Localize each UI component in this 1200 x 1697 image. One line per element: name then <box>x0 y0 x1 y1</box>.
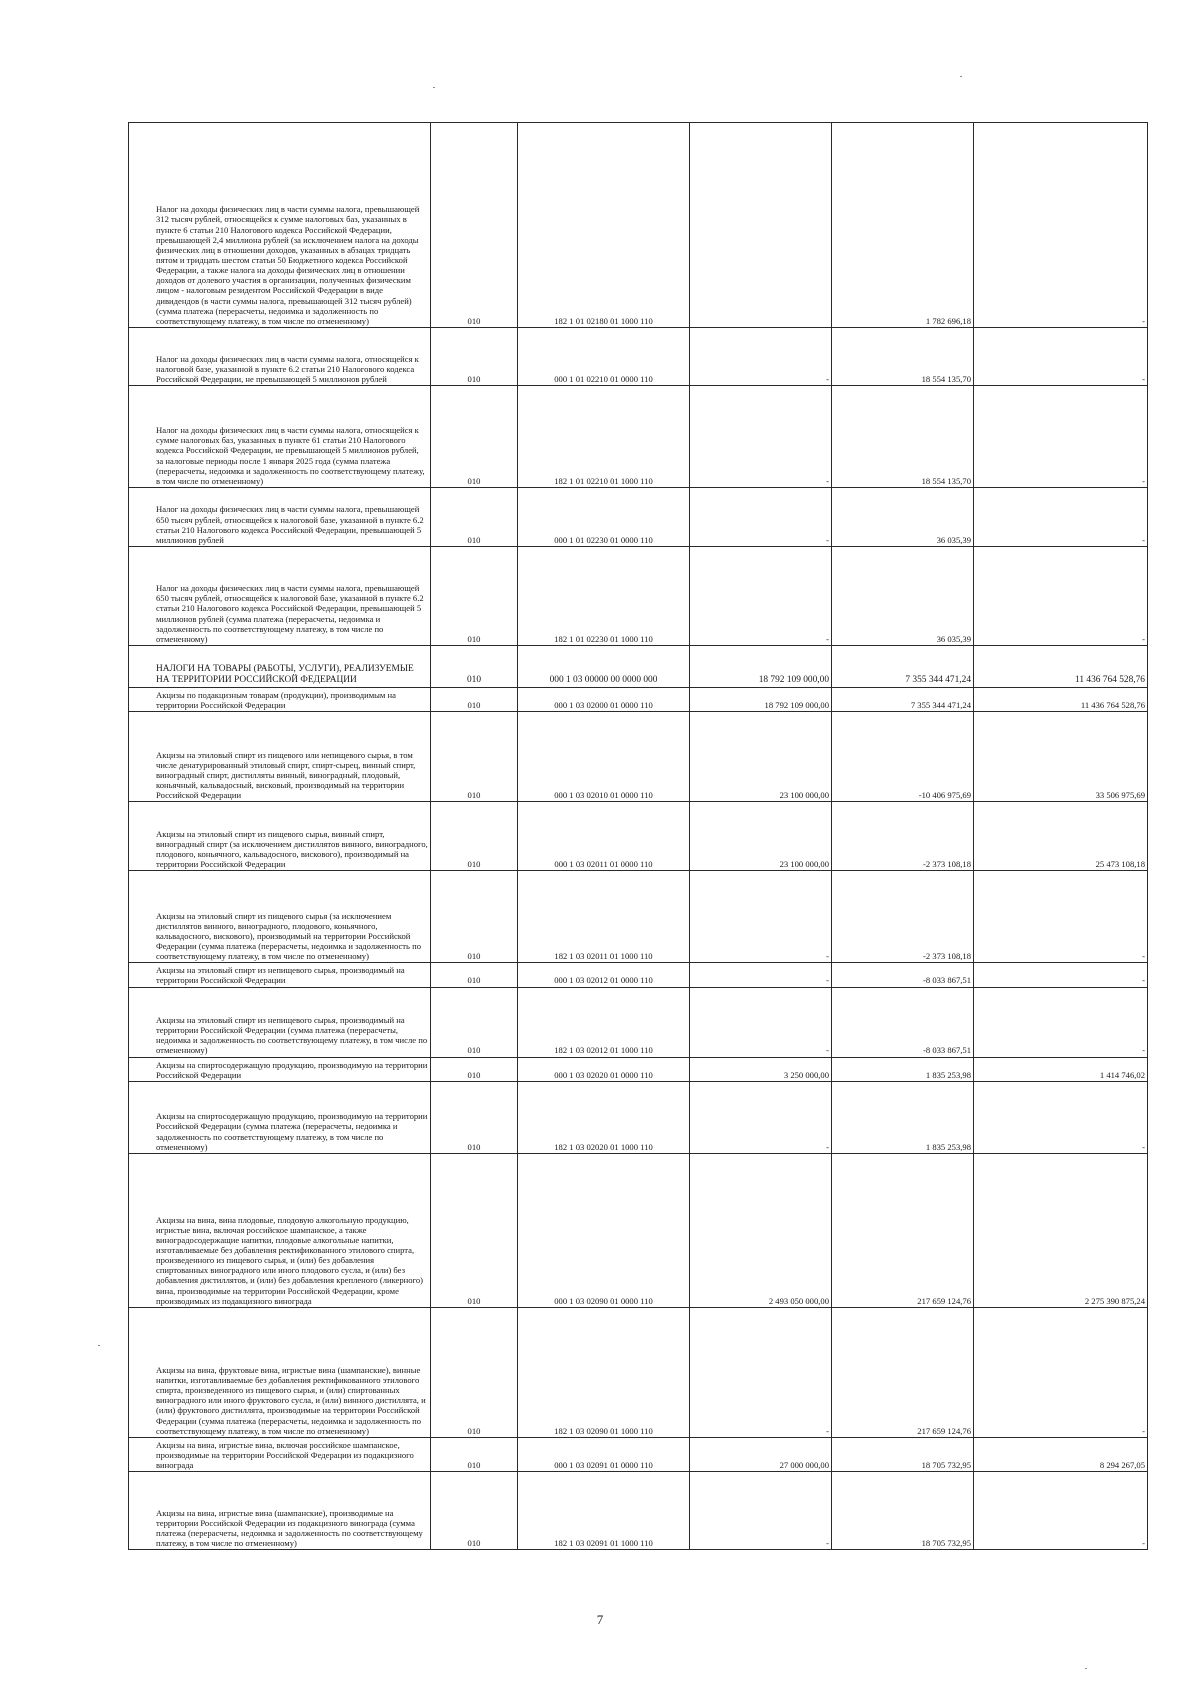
row-name-cell: Акцизы на спиртосодержащую продукцию, производимую на территории Российской Федерации <box>129 1057 431 1081</box>
row-name-cell: Акцизы на вина, вина плодовые, плодовую алкогольную продукцию, игристые вина, включая российское шампанское, а также виноградосодержащие напитки, плодовые алкогольные напитки, изготавливаемые без добавления ректификованного этилового спирта, произведенного из пищевого сырья, и (или) без добавления спиртованных виноградного или иного плодового сусла, и (или) без добавления дистиллятов, и (или) без добавления крепленого (ликерного) вина, производимые на территории Российской Федерации, кроме производимых из подакцизного винограда <box>129 1153 431 1307</box>
row-name-cell: Налог на доходы физических лиц в части суммы налога, превышающей 650 тысяч рублей, относящейся к налоговой базе, указанной в пункте 6.2 статьи 210 Налогового кодекса Российской Федерации, превышающей 5 миллионов рублей (сумма платежа (перерасчеты, недоимка и задолженность по соответствующему платежу, в том числе по отмененному) <box>129 547 431 646</box>
row-executed-cell: 1 835 253,98 <box>832 1081 974 1153</box>
table-row <box>129 488 1148 547</box>
table-row <box>129 688 1148 712</box>
row-unexecuted-cell: 33 506 975,69 <box>974 712 1148 802</box>
scan-speck <box>98 1345 100 1346</box>
row-name-cell: Акцизы на вина, фруктовые вина, игристые вина (шампанские), винные напитки, изготавливаемые без добавления ректификованного этилового спирта, произведенного из пищевого сырья, и (или) спиртованных виноградного или иного фруктового сусла, и (или) винного дистиллята, и (или) фруктового дистиллята, производимые на территории Российской Федерации (сумма платежа (перерасчеты, недоимка и задолженность по соответствующему платежу, в том числе по отмененному) <box>129 1307 431 1437</box>
row-approved-cell: 18 792 109 000,00 <box>690 646 832 688</box>
row-name-cell: Налог на доходы физических лиц в части суммы налога, превышающей 312 тысяч рублей, относящейся к сумме налоговых баз, указанных в пункте 6 статьи 210 Налогового кодекса Российской Федерации, превышающей 2,4 миллиона рублей (за исключением налога на доходы физических лиц в отношении доходов, указанных в абзацах тридцать пятом и тридцать шестом статьи 50 Бюджетного кодекса Российской Федерации, а также налога на доходы физических лиц в отношении доходов от долевого участия в организации, полученных физическим лицом - налоговым резидентом Российской Федерации в виде дивидендов (в части суммы налога, превышающей 312 тысяч рублей) (сумма платежа (перерасчеты, недоимка и задолженность по соответствующему платежу, в том числе по отмененному) <box>129 123 431 328</box>
row-line-code-cell: 010 <box>431 1307 518 1437</box>
row-line-code-cell: 010 <box>431 328 518 386</box>
table-row <box>129 547 1148 646</box>
row-approved-cell: - <box>690 1472 832 1550</box>
row-unexecuted-cell: - <box>974 328 1148 386</box>
row-name-cell: Акцизы на этиловый спирт из непищевого сырья, производимый на территории Российской Федерации <box>129 963 431 987</box>
row-approved-cell <box>690 123 832 328</box>
row-unexecuted-cell: - <box>974 386 1148 488</box>
table-body <box>129 123 1148 1550</box>
row-kbk-cell: 182 1 03 02011 01 1000 110 <box>518 871 690 963</box>
table-row <box>129 963 1148 987</box>
table-row <box>129 646 1148 688</box>
row-line-code-cell: 010 <box>431 386 518 488</box>
row-approved-cell: 23 100 000,00 <box>690 712 832 802</box>
table-row <box>129 1437 1148 1471</box>
row-approved-cell: - <box>690 987 832 1057</box>
row-unexecuted-cell: 2 275 390 875,24 <box>974 1153 1148 1307</box>
row-kbk-cell: 000 1 03 02010 01 0000 110 <box>518 712 690 802</box>
row-unexecuted-cell: - <box>974 1307 1148 1437</box>
row-kbk-cell: 182 1 03 02012 01 1000 110 <box>518 987 690 1057</box>
row-name-cell: Акцизы по подакцизным товарам (продукции), производимым на территории Российской Федерации <box>129 688 431 712</box>
row-approved-cell: 18 792 109 000,00 <box>690 688 832 712</box>
table-row <box>129 386 1148 488</box>
revenue-execution-table <box>128 122 1148 1550</box>
row-unexecuted-cell: - <box>974 963 1148 987</box>
table-row <box>129 802 1148 871</box>
row-executed-cell: 36 035,39 <box>832 547 974 646</box>
row-line-code-cell: 010 <box>431 1153 518 1307</box>
row-kbk-cell: 000 1 01 02230 01 0000 110 <box>518 488 690 547</box>
row-name-cell: Акцизы на спиртосодержащую продукцию, производимую на территории Российской Федерации (сумма платежа (перерасчеты, недоимка и задолженность по соответствующему платежу, в том числе по отмененному) <box>129 1081 431 1153</box>
row-executed-cell: 18 554 135,70 <box>832 328 974 386</box>
scan-speck <box>1085 1668 1087 1669</box>
row-line-code-cell: 010 <box>431 712 518 802</box>
table-row <box>129 1472 1148 1550</box>
row-line-code-cell: 010 <box>431 1081 518 1153</box>
row-kbk-cell: 182 1 03 02091 01 1000 110 <box>518 1472 690 1550</box>
row-unexecuted-cell: 1 414 746,02 <box>974 1057 1148 1081</box>
row-unexecuted-cell: 11 436 764 528,76 <box>974 646 1148 688</box>
row-kbk-cell: 000 1 03 02090 01 0000 110 <box>518 1153 690 1307</box>
row-kbk-cell: 000 1 03 02091 01 0000 110 <box>518 1437 690 1471</box>
row-line-code-cell: 010 <box>431 1437 518 1471</box>
row-kbk-cell: 182 1 01 02180 01 1000 110 <box>518 123 690 328</box>
row-approved-cell: - <box>690 547 832 646</box>
row-line-code-cell: 010 <box>431 1057 518 1081</box>
row-name-cell: Налог на доходы физических лиц в части суммы налога, относящейся к налоговой базе, указанной в пункте 6.2 статьи 210 Налогового кодекса Российской Федерации, не превышающей 5 миллионов рублей <box>129 328 431 386</box>
row-line-code-cell: 010 <box>431 123 518 328</box>
row-executed-cell: -8 033 867,51 <box>832 987 974 1057</box>
table-row <box>129 123 1148 328</box>
row-name-cell: Акцизы на этиловый спирт из пищевого сырья (за исключением дистиллятов винного, виноградного, плодового, коньячного, кальвадосного, вискового), производимый на территории Российской Федерации (сумма платежа (перерасчеты, недоимка и задолженность по соответствующему платежу, в том числе по отмененному) <box>129 871 431 963</box>
row-kbk-cell: 182 1 03 02090 01 1000 110 <box>518 1307 690 1437</box>
row-unexecuted-cell: - <box>974 123 1148 328</box>
row-line-code-cell: 010 <box>431 488 518 547</box>
row-executed-cell: 217 659 124,76 <box>832 1153 974 1307</box>
row-kbk-cell: 000 1 03 00000 00 0000 000 <box>518 646 690 688</box>
row-executed-cell: 1 782 696,18 <box>832 123 974 328</box>
row-approved-cell: - <box>690 488 832 547</box>
row-name-cell: Акцизы на этиловый спирт из непищевого сырья, производимый на территории Российской Федерации (сумма платежа (перерасчеты, недоимка и задолженность по соответствующему платежу, в том числе по отмененному) <box>129 987 431 1057</box>
row-kbk-cell: 000 1 03 02011 01 0000 110 <box>518 802 690 871</box>
row-line-code-cell: 010 <box>431 1472 518 1550</box>
row-unexecuted-cell: - <box>974 1472 1148 1550</box>
row-executed-cell: 18 554 135,70 <box>832 386 974 488</box>
table-row <box>129 1057 1148 1081</box>
scan-speck <box>433 87 435 88</box>
table-row <box>129 1153 1148 1307</box>
scan-speck <box>960 76 962 77</box>
row-executed-cell: -2 373 108,18 <box>832 802 974 871</box>
row-line-code-cell: 010 <box>431 987 518 1057</box>
table-row <box>129 871 1148 963</box>
row-line-code-cell: 010 <box>431 688 518 712</box>
row-unexecuted-cell: - <box>974 547 1148 646</box>
row-name-cell: Акцизы на этиловый спирт из пищевого или непищевого сырья, в том числе денатурированный этиловый спирт, спирт-сырец, винный спирт, виноградный спирт, дистилляты винный, виноградный, плодовый, коньячный, кальвадосный, висковый, производимый на территории Российской Федерации <box>129 712 431 802</box>
row-name-cell: Акцизы на вина, игристые вина (шампанские), производимые на территории Российской Федерации из подакцизного винограда (сумма платежа (перерасчеты, недоимка и задолженность по соответствующему платежу, в том числе по отмененному) <box>129 1472 431 1550</box>
row-line-code-cell: 010 <box>431 547 518 646</box>
row-name-cell: Налог на доходы физических лиц в части суммы налога, относящейся к сумме налоговых баз, указанных в пункте 61 статьи 210 Налогового кодекса Российской Федерации, не превышающей 5 миллионов рублей, за налоговые периоды после 1 января 2025 года (сумма платежа (перерасчеты, недоимка и задолженность по соответствующему платежу, в том числе по отмененному) <box>129 386 431 488</box>
row-name-cell: НАЛОГИ НА ТОВАРЫ (РАБОТЫ, УСЛУГИ), РЕАЛИЗУЕМЫЕ НА ТЕРРИТОРИИ РОССИЙСКОЙ ФЕДЕРАЦИИ <box>129 646 431 688</box>
row-approved-cell: 3 250 000,00 <box>690 1057 832 1081</box>
row-approved-cell: - <box>690 386 832 488</box>
row-executed-cell: 18 705 732,95 <box>832 1472 974 1550</box>
row-approved-cell: - <box>690 1307 832 1437</box>
row-approved-cell: 2 493 050 000,00 <box>690 1153 832 1307</box>
row-unexecuted-cell: - <box>974 1081 1148 1153</box>
table-row <box>129 712 1148 802</box>
row-approved-cell: - <box>690 1081 832 1153</box>
row-kbk-cell: 000 1 03 02020 01 0000 110 <box>518 1057 690 1081</box>
row-kbk-cell: 000 1 03 02000 01 0000 110 <box>518 688 690 712</box>
row-approved-cell: 23 100 000,00 <box>690 802 832 871</box>
row-executed-cell: 7 355 344 471,24 <box>832 688 974 712</box>
row-unexecuted-cell: - <box>974 871 1148 963</box>
row-kbk-cell: 000 1 03 02012 01 0000 110 <box>518 963 690 987</box>
row-name-cell: Акцизы на вина, игристые вина, включая российское шампанское, производимые на территории Российской Федерации из подакцизного винограда <box>129 1437 431 1471</box>
row-kbk-cell: 000 1 01 02210 01 0000 110 <box>518 328 690 386</box>
row-name-cell: Налог на доходы физических лиц в части суммы налога, превышающей 650 тысяч рублей, относящейся к налоговой базе, указанной в пункте 6.2 статьи 210 Налогового кодекса Российской Федерации, превышающей 5 миллионов рублей <box>129 488 431 547</box>
row-unexecuted-cell: - <box>974 488 1148 547</box>
table-row <box>129 1307 1148 1437</box>
row-executed-cell: 217 659 124,76 <box>832 1307 974 1437</box>
row-kbk-cell: 182 1 03 02020 01 1000 110 <box>518 1081 690 1153</box>
row-unexecuted-cell: 11 436 764 528,76 <box>974 688 1148 712</box>
row-executed-cell: -10 406 975,69 <box>832 712 974 802</box>
row-line-code-cell: 010 <box>431 646 518 688</box>
row-executed-cell: 36 035,39 <box>832 488 974 547</box>
row-executed-cell: 1 835 253,98 <box>832 1057 974 1081</box>
row-line-code-cell: 010 <box>431 802 518 871</box>
row-line-code-cell: 010 <box>431 871 518 963</box>
row-kbk-cell: 182 1 01 02210 01 1000 110 <box>518 386 690 488</box>
row-unexecuted-cell: 8 294 267,05 <box>974 1437 1148 1471</box>
table-row <box>129 987 1148 1057</box>
row-approved-cell: 27 000 000,00 <box>690 1437 832 1471</box>
row-line-code-cell: 010 <box>431 963 518 987</box>
row-executed-cell: 7 355 344 471,24 <box>832 646 974 688</box>
row-approved-cell: - <box>690 328 832 386</box>
row-kbk-cell: 182 1 01 02230 01 1000 110 <box>518 547 690 646</box>
row-unexecuted-cell: 25 473 108,18 <box>974 802 1148 871</box>
row-approved-cell: - <box>690 963 832 987</box>
row-executed-cell: -8 033 867,51 <box>832 963 974 987</box>
row-unexecuted-cell: - <box>974 987 1148 1057</box>
row-executed-cell: -2 373 108,18 <box>832 871 974 963</box>
row-approved-cell: - <box>690 871 832 963</box>
page-number: 7 <box>596 1612 604 1627</box>
table-row <box>129 1081 1148 1153</box>
table-row <box>129 328 1148 386</box>
row-name-cell: Акцизы на этиловый спирт из пищевого сырья, винный спирт, виноградный спирт (за исключением дистиллятов винного, виноградного, плодового, коньячного, кальвадосного, вискового), производимый на территории Российской Федерации <box>129 802 431 871</box>
row-executed-cell: 18 705 732,95 <box>832 1437 974 1471</box>
